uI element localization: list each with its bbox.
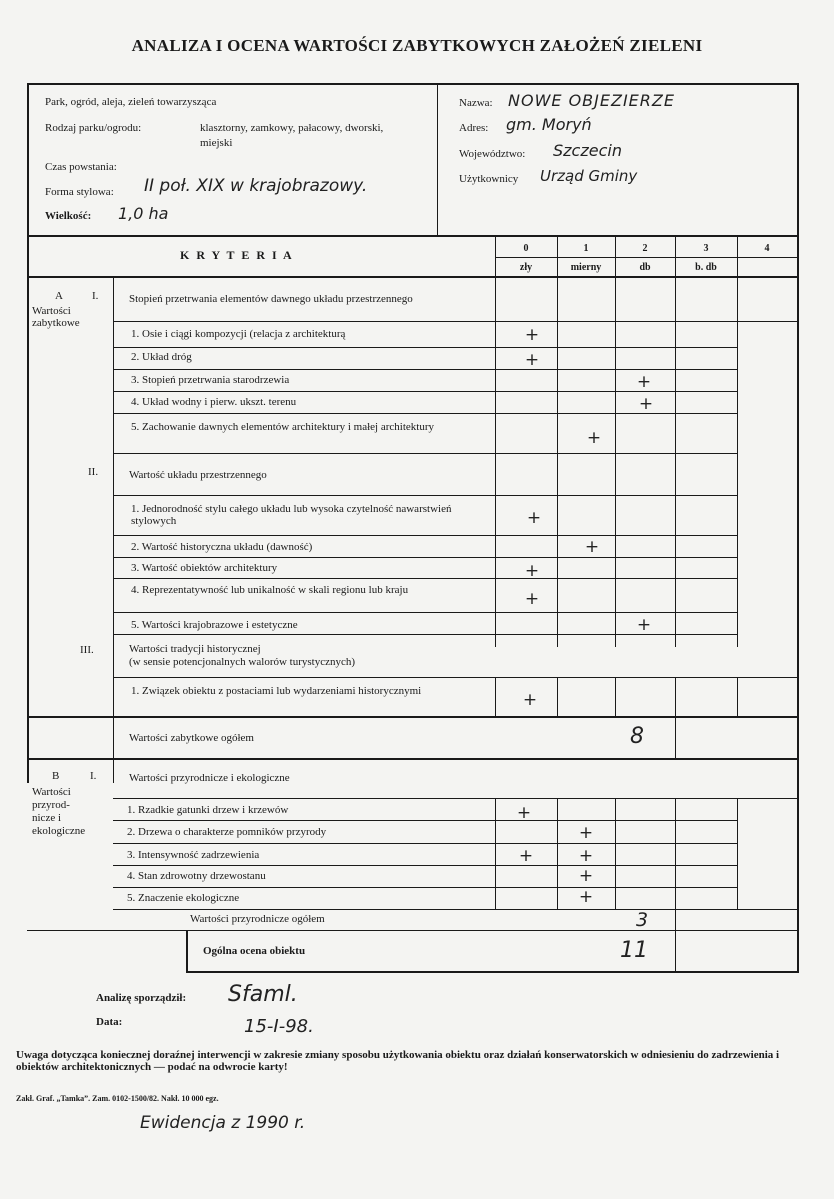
col-1-name: mierny (570, 262, 602, 273)
col-1-number: 1 (583, 243, 589, 254)
row-line (113, 887, 737, 888)
row-line (113, 557, 737, 558)
wielkosc-value: 1,0 ha (118, 204, 169, 223)
col-3-name: b. db (695, 262, 717, 273)
row-line (113, 909, 797, 910)
score-mark: + (524, 561, 540, 581)
col-divider-4 (737, 237, 738, 647)
row-line (113, 798, 797, 799)
col-4-number: 4 (764, 243, 770, 254)
score-mark: + (584, 537, 600, 557)
col-divider-b (495, 798, 496, 910)
criterion-label: 1. Osie i ciągi kompozycji (relacja z architekturą (131, 328, 346, 340)
section-a-name: Wartości zabytkowe (32, 305, 80, 329)
nazwa-label: Nazwa: (459, 97, 493, 109)
wielkosc-label: Wielkość: (45, 210, 92, 222)
total-b-label: Wartości przyrodnicze ogółem (190, 913, 325, 925)
section-b-name: Wartości (32, 786, 71, 798)
col-divider-b (675, 798, 676, 910)
row-line (113, 677, 797, 678)
col-divider-iii (675, 677, 676, 717)
col-divider-b (615, 798, 616, 910)
score-mark: + (518, 846, 534, 866)
label-column-divider (113, 277, 114, 783)
total-a-divider (675, 717, 676, 759)
group-title: Wartości przyrodnicze i ekologiczne (129, 772, 290, 784)
total-b-value: 3 (636, 909, 649, 931)
overall-label: Ogólna ocena obiektu (203, 945, 306, 957)
row-line (113, 865, 737, 866)
section-a-group-2-roman: II. (88, 466, 99, 478)
section-b-name: nicze i (32, 812, 62, 824)
uzytkownicy-label: Użytkownicy (459, 173, 519, 185)
printer-info: Zakł. Graf. „Tamka”. Zam. 0102-1500/82. Nakł. 10 000 egz. (16, 1094, 219, 1103)
col-divider-0 (495, 237, 496, 647)
adres-value: gm. Moryń (506, 115, 592, 134)
row-line (113, 369, 737, 370)
row-line (113, 347, 737, 348)
header-bottom (27, 235, 799, 237)
row-line (113, 321, 797, 322)
data-value: 15-I-98. (244, 1016, 314, 1037)
section-b-roman: I. (90, 770, 97, 782)
criteria-header-mid (495, 257, 797, 258)
criterion-label: 5. Znaczenie ekologiczne (127, 892, 240, 904)
handwritten-note: Ewidencja z 1990 r. (140, 1113, 306, 1133)
col-2-number: 2 (642, 243, 648, 254)
overall-left (186, 930, 188, 973)
analiza-label: Analizę sporządził: (96, 992, 187, 1004)
criterion-label: 5. Zachowanie dawnych elementów architektury i małej architektury (131, 421, 434, 433)
criterion-label: 2. Wartość historyczna układu (dawność) (131, 541, 313, 553)
score-mark: + (524, 350, 540, 370)
score-mark: + (578, 887, 594, 907)
score-mark: + (522, 690, 538, 710)
score-mark: + (586, 428, 602, 448)
park-kind-label: Rodzaj parku/ogrodu: (45, 122, 142, 134)
left-bottom (27, 930, 187, 931)
col-divider-1 (557, 237, 558, 647)
col-divider-iii (495, 677, 496, 717)
section-a-group-3-roman: III. (80, 644, 94, 656)
group-title: Stopień przetrwania elementów dawnego układu przestrzennego (129, 293, 413, 305)
frame-right (797, 85, 799, 973)
col-3-number: 3 (703, 243, 709, 254)
section-a-letter: A (55, 290, 63, 302)
total-b-divider (675, 909, 676, 973)
frame-top (27, 83, 799, 85)
park-kind-value: klasztorny, zamkowy, pałacowy, dworski, (200, 122, 384, 134)
park-type-line: Park, ogród, aleja, zieleń towarzysząca (45, 96, 217, 108)
wojewodztwo-label: Województwo: (459, 148, 526, 160)
page-title: ANALIZA I OCENA WARTOŚCI ZABYTKOWYCH ZAŁOŻEŃ ZIELENI (131, 36, 703, 55)
row-line (113, 453, 737, 454)
intervention-note: Uwaga dotycząca koniecznej doraźnej interwencji w zakresie zmiany sposobu użytkowania obiektu oraz działań konserwatorskich w odniesieniu do zadrzewienia i obiektów architektonicznych — podać na odwrocie karty! (16, 1049, 780, 1073)
row-line (27, 758, 799, 760)
row-line (27, 716, 799, 718)
analiza-value: Sfaml. (228, 982, 298, 1007)
uzytkownicy-value: Urząd Gminy (540, 167, 638, 185)
criteria-header-bottom (27, 276, 799, 278)
criterion-label: 5. Wartości krajobrazowe i estetyczne (131, 619, 298, 631)
row-line (113, 820, 737, 821)
data-label: Data: (96, 1016, 123, 1028)
row-line (113, 578, 737, 579)
section-b-name: ekologiczne (32, 825, 86, 837)
col-divider-iii (615, 677, 616, 717)
col-divider-3 (675, 237, 676, 647)
wojewodztwo-value: Szczecin (553, 141, 622, 160)
group-title: Wartość układu przestrzennego (129, 469, 267, 481)
forma-value: II poł. XIX w krajobrazowy. (144, 176, 368, 196)
criterion-label: 1. Jednorodność stylu całego układu lub wysoka czytelność nawarstwień stylowych (131, 503, 452, 527)
czas-label: Czas powstania: (45, 161, 117, 173)
criteria-label: K R Y T E R I A (180, 248, 294, 262)
overall-value: 11 (620, 938, 648, 963)
col-divider-b (737, 798, 738, 910)
criterion-label: 1. Związek obiektu z postaciami lub wydarzeniami historycznymi (131, 685, 422, 697)
criterion-label: 3. Intensywność zadrzewienia (127, 849, 260, 861)
score-mark: + (636, 372, 652, 392)
row-line (113, 843, 737, 844)
criterion-label: 4. Stan zdrowotny drzewostanu (127, 870, 266, 882)
col-divider-b (557, 798, 558, 910)
col-divider-iii (557, 677, 558, 717)
header-divider (437, 85, 438, 235)
row-line (113, 495, 737, 496)
criterion-label: 4. Reprezentatywność lub unikalność w skali regionu lub kraju (131, 584, 409, 596)
score-mark: + (636, 615, 652, 635)
score-mark: + (578, 866, 594, 886)
score-mark: + (578, 823, 594, 843)
criterion-label: 3. Stopień przetrwania starodrzewia (131, 374, 290, 386)
nazwa-value: NOWE OBJEZIERZE (508, 91, 675, 110)
score-mark: + (524, 325, 540, 345)
score-mark: + (638, 394, 654, 414)
col-0-name: zły (519, 262, 533, 273)
total-a-value: 8 (630, 724, 644, 749)
overall-bottom (186, 971, 799, 973)
section-b-name: przyrod- (32, 799, 70, 811)
section-b-letter: B (52, 770, 60, 782)
row-line (187, 930, 799, 931)
criterion-label: 1. Rzadkie gatunki drzew i krzewów (127, 804, 289, 816)
row-line (113, 535, 737, 536)
col-0-number: 0 (523, 243, 529, 254)
group-title: Wartości tradycji historycznej (129, 643, 261, 655)
criterion-label: 2. Układ dróg (131, 351, 192, 363)
criterion-label: 2. Drzewa o charakterze pomników przyrody (127, 826, 327, 838)
adres-label: Adres: (459, 122, 489, 134)
row-line (113, 612, 737, 613)
col-2-name: db (639, 262, 651, 273)
score-mark: + (524, 589, 540, 609)
frame-left (27, 83, 29, 783)
score-mark: + (526, 508, 542, 528)
section-a-group-1-roman: I. (92, 290, 99, 302)
park-kind-value-2: miejski (200, 137, 233, 149)
group-title: (w sensie potencjonalnych walorów turystycznych) (129, 656, 356, 668)
criterion-label: 3. Wartość obiektów architektury (131, 562, 278, 574)
col-divider-iii (737, 677, 738, 717)
score-mark: + (516, 803, 532, 823)
col-divider-2 (615, 237, 616, 647)
forma-label: Forma stylowa: (45, 186, 114, 198)
criterion-label: 4. Układ wodny i pierw. ukszt. terenu (131, 396, 297, 408)
score-mark: + (578, 846, 594, 866)
total-a-label: Wartości zabytkowe ogółem (129, 732, 254, 744)
